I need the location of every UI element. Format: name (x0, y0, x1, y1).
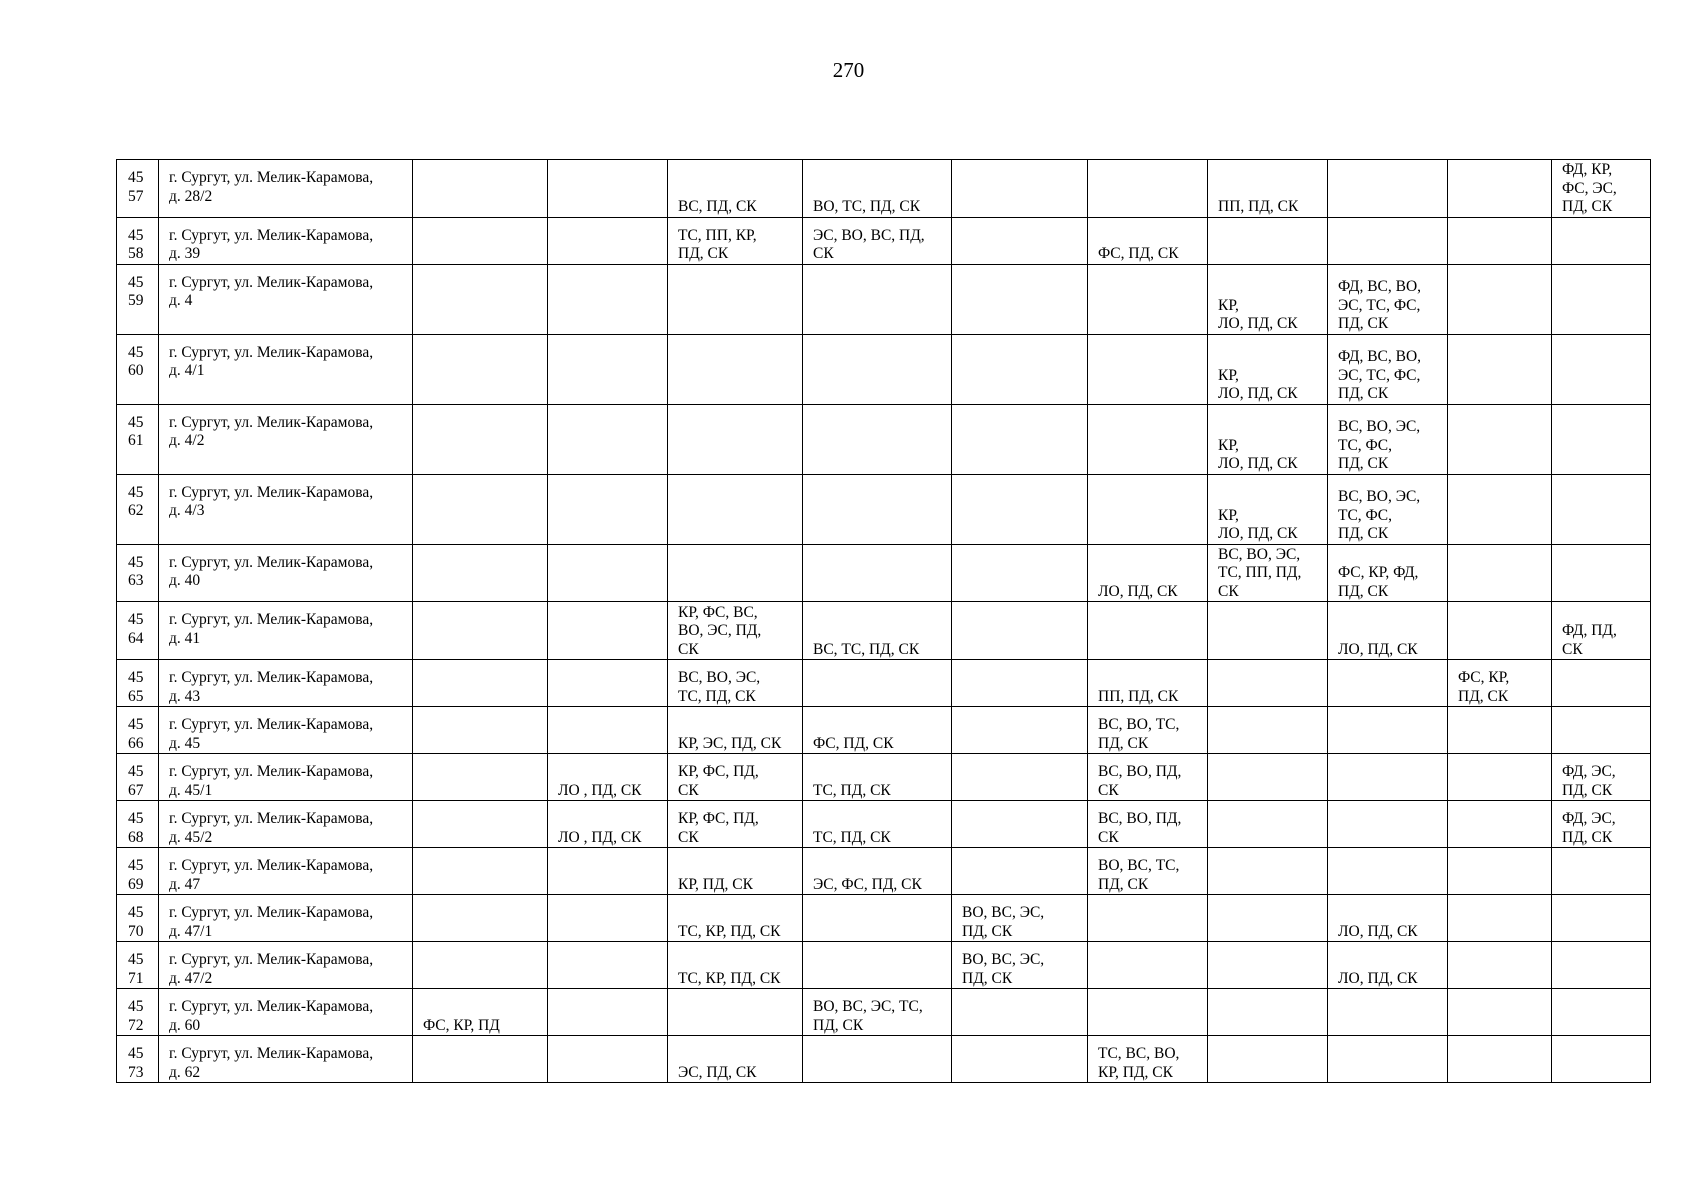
work-cell-col-4: ВО, ТС, ПД, СК (803, 160, 952, 218)
work-cell-col-8: ЛО, ПД, СК (1328, 602, 1448, 660)
row-number-cell: 45 65 (117, 660, 159, 707)
table-row (117, 1036, 1651, 1083)
work-cell-col-4 (803, 334, 952, 404)
work-cell-col-9 (1448, 848, 1552, 895)
work-cell-col-10 (1552, 404, 1651, 474)
work-cell-col-1 (413, 334, 548, 404)
work-cell-col-7 (1208, 660, 1328, 707)
row-number-cell: 45 66 (117, 707, 159, 754)
table-row (117, 895, 1651, 942)
work-cell-col-6: ВС, ВО, ПД, СК (1088, 801, 1208, 848)
work-cell-col-10 (1552, 707, 1651, 754)
work-cell-col-3 (668, 544, 803, 602)
work-cell-col-7: КР, ЛО, ПД, СК (1208, 404, 1328, 474)
work-cell-col-5: ВО, ВС, ЭС, ПД, СК (952, 942, 1088, 989)
work-cell-col-3: ТС, ПП, КР, ПД, СК (668, 217, 803, 264)
work-cell-col-8: ФД, ВС, ВО, ЭС, ТС, ФС, ПД, СК (1328, 334, 1448, 404)
work-cell-col-2 (548, 264, 668, 334)
work-cell-col-8 (1328, 1036, 1448, 1083)
work-cell-col-2 (548, 160, 668, 218)
work-cell-col-2 (548, 404, 668, 474)
work-cell-col-6 (1088, 474, 1208, 544)
work-cell-col-6 (1088, 264, 1208, 334)
work-cell-col-7 (1208, 1036, 1328, 1083)
work-cell-col-2 (548, 1036, 668, 1083)
work-cell-col-4 (803, 404, 952, 474)
work-cell-col-7 (1208, 602, 1328, 660)
work-cell-col-2: ЛО , ПД, СК (548, 801, 668, 848)
table-row (117, 848, 1651, 895)
work-cell-col-8: ФД, ВС, ВО, ЭС, ТС, ФС, ПД, СК (1328, 264, 1448, 334)
work-cell-col-4 (803, 895, 952, 942)
work-cell-col-6: ВС, ВО, ПД, СК (1088, 754, 1208, 801)
work-cell-col-1 (413, 942, 548, 989)
work-cell-col-1 (413, 754, 548, 801)
table-row (117, 404, 1651, 474)
work-cell-col-10: ФД, КР, ФС, ЭС, ПД, СК (1552, 160, 1651, 218)
work-cell-col-6 (1088, 895, 1208, 942)
work-cell-col-6: ВО, ВС, ТС, ПД, СК (1088, 848, 1208, 895)
row-number-cell: 45 63 (117, 544, 159, 602)
work-cell-col-8 (1328, 707, 1448, 754)
address-cell: г. Сургут, ул. Мелик-Карамова, д. 4/3 (159, 474, 413, 544)
work-cell-col-5 (952, 848, 1088, 895)
address-cell: г. Сургут, ул. Мелик-Карамова, д. 62 (159, 1036, 413, 1083)
work-cell-col-1 (413, 544, 548, 602)
work-cell-col-1 (413, 264, 548, 334)
table-row (117, 754, 1651, 801)
work-cell-col-3: ТС, КР, ПД, СК (668, 942, 803, 989)
address-cell: г. Сургут, ул. Мелик-Карамова, д. 4/2 (159, 404, 413, 474)
work-cell-col-7 (1208, 707, 1328, 754)
work-cell-col-10: ФД, ЭС, ПД, СК (1552, 801, 1651, 848)
table-row (117, 334, 1651, 404)
work-cell-col-2 (548, 848, 668, 895)
work-cell-col-9 (1448, 895, 1552, 942)
work-cell-col-5 (952, 334, 1088, 404)
work-cell-col-3 (668, 404, 803, 474)
work-cell-col-8 (1328, 989, 1448, 1036)
work-cell-col-4 (803, 660, 952, 707)
work-cell-col-9 (1448, 707, 1552, 754)
work-cell-col-6 (1088, 334, 1208, 404)
work-cell-col-3: КР, ФС, ПД, СК (668, 754, 803, 801)
work-cell-col-2 (548, 474, 668, 544)
work-cell-col-8: ФС, КР, ФД, ПД, СК (1328, 544, 1448, 602)
table-row (117, 942, 1651, 989)
work-schedule-table (116, 159, 1651, 1083)
work-cell-col-6 (1088, 989, 1208, 1036)
row-number-cell: 45 57 (117, 160, 159, 218)
work-cell-col-9 (1448, 989, 1552, 1036)
work-cell-col-5 (952, 1036, 1088, 1083)
work-cell-col-7: КР, ЛО, ПД, СК (1208, 474, 1328, 544)
work-cell-col-1 (413, 160, 548, 218)
work-cell-col-4 (803, 1036, 952, 1083)
work-cell-col-7 (1208, 895, 1328, 942)
work-cell-col-6 (1088, 404, 1208, 474)
work-cell-col-3: ВС, ПД, СК (668, 160, 803, 218)
address-cell: г. Сургут, ул. Мелик-Карамова, д. 39 (159, 217, 413, 264)
work-cell-col-1 (413, 602, 548, 660)
work-cell-col-6: ЛО, ПД, СК (1088, 544, 1208, 602)
work-cell-col-1 (413, 895, 548, 942)
row-number-cell: 45 72 (117, 989, 159, 1036)
work-cell-col-10 (1552, 1036, 1651, 1083)
work-cell-col-7 (1208, 942, 1328, 989)
work-cell-col-9 (1448, 942, 1552, 989)
row-number-cell: 45 59 (117, 264, 159, 334)
work-cell-col-2 (548, 602, 668, 660)
work-cell-col-10 (1552, 334, 1651, 404)
table-row (117, 160, 1651, 218)
work-cell-col-7: ПП, ПД, СК (1208, 160, 1328, 218)
work-cell-col-3 (668, 474, 803, 544)
work-cell-col-10 (1552, 848, 1651, 895)
row-number-cell: 45 73 (117, 1036, 159, 1083)
work-cell-col-10 (1552, 660, 1651, 707)
work-cell-col-5 (952, 264, 1088, 334)
work-cell-col-10 (1552, 474, 1651, 544)
work-cell-col-7 (1208, 217, 1328, 264)
table-row (117, 602, 1651, 660)
work-cell-col-8: ВС, ВО, ЭС, ТС, ФС, ПД, СК (1328, 474, 1448, 544)
work-cell-col-10 (1552, 895, 1651, 942)
work-cell-col-5 (952, 707, 1088, 754)
work-cell-col-10 (1552, 217, 1651, 264)
table-row (117, 989, 1651, 1036)
work-cell-col-3: КР, ЭС, ПД, СК (668, 707, 803, 754)
work-cell-col-4: ЭС, ВО, ВС, ПД, СК (803, 217, 952, 264)
table-row (117, 264, 1651, 334)
work-cell-col-6: ПП, ПД, СК (1088, 660, 1208, 707)
work-cell-col-2: ЛО , ПД, СК (548, 754, 668, 801)
work-cell-col-5 (952, 160, 1088, 218)
row-number-cell: 45 62 (117, 474, 159, 544)
work-cell-col-3: КР, ФС, ВС, ВО, ЭС, ПД, СК (668, 602, 803, 660)
work-cell-col-4 (803, 942, 952, 989)
work-cell-col-7: ВС, ВО, ЭС, ТС, ПП, ПД, СК (1208, 544, 1328, 602)
address-cell: г. Сургут, ул. Мелик-Карамова, д. 41 (159, 602, 413, 660)
work-cell-col-4: ВО, ВС, ЭС, ТС, ПД, СК (803, 989, 952, 1036)
work-cell-col-3: ЭС, ПД, СК (668, 1036, 803, 1083)
address-cell: г. Сургут, ул. Мелик-Карамова, д. 47 (159, 848, 413, 895)
work-cell-col-9 (1448, 404, 1552, 474)
work-cell-col-2 (548, 707, 668, 754)
work-cell-col-9 (1448, 602, 1552, 660)
work-cell-col-3 (668, 264, 803, 334)
work-cell-col-9 (1448, 544, 1552, 602)
work-cell-col-10 (1552, 942, 1651, 989)
work-cell-col-4 (803, 544, 952, 602)
work-cell-col-3: ВС, ВО, ЭС, ТС, ПД, СК (668, 660, 803, 707)
work-cell-col-5 (952, 660, 1088, 707)
work-cell-col-7: КР, ЛО, ПД, СК (1208, 264, 1328, 334)
work-cell-col-1 (413, 474, 548, 544)
work-cell-col-3 (668, 334, 803, 404)
address-cell: г. Сургут, ул. Мелик-Карамова, д. 60 (159, 989, 413, 1036)
work-cell-col-4: ФС, ПД, СК (803, 707, 952, 754)
table-row (117, 474, 1651, 544)
work-cell-col-3: КР, ФС, ПД, СК (668, 801, 803, 848)
work-cell-col-5 (952, 602, 1088, 660)
work-cell-col-8 (1328, 801, 1448, 848)
work-cell-col-2 (548, 334, 668, 404)
address-cell: г. Сургут, ул. Мелик-Карамова, д. 4/1 (159, 334, 413, 404)
row-number-cell: 45 58 (117, 217, 159, 264)
page-number: 270 (832, 58, 865, 82)
address-cell: г. Сургут, ул. Мелик-Карамова, д. 4 (159, 264, 413, 334)
work-cell-col-9 (1448, 217, 1552, 264)
work-cell-col-5 (952, 989, 1088, 1036)
row-number-cell: 45 60 (117, 334, 159, 404)
work-cell-col-4: ТС, ПД, СК (803, 801, 952, 848)
work-cell-col-10 (1552, 989, 1651, 1036)
table-row (117, 217, 1651, 264)
work-cell-col-3: КР, ПД, СК (668, 848, 803, 895)
work-cell-col-9 (1448, 754, 1552, 801)
work-cell-col-2 (548, 217, 668, 264)
work-cell-col-10: ФД, ЭС, ПД, СК (1552, 754, 1651, 801)
work-cell-col-7 (1208, 801, 1328, 848)
work-cell-col-6: ТС, ВС, ВО, КР, ПД, СК (1088, 1036, 1208, 1083)
table-row (117, 544, 1651, 602)
work-cell-col-2 (548, 660, 668, 707)
work-cell-col-9 (1448, 474, 1552, 544)
row-number-cell: 45 69 (117, 848, 159, 895)
work-cell-col-4 (803, 474, 952, 544)
work-cell-col-1 (413, 660, 548, 707)
work-cell-col-3 (668, 989, 803, 1036)
work-cell-col-5 (952, 544, 1088, 602)
address-cell: г. Сургут, ул. Мелик-Карамова, д. 45/2 (159, 801, 413, 848)
work-cell-col-9 (1448, 160, 1552, 218)
work-cell-col-6: ФС, ПД, СК (1088, 217, 1208, 264)
work-cell-col-9 (1448, 1036, 1552, 1083)
work-cell-col-6: ВС, ВО, ТС, ПД, СК (1088, 707, 1208, 754)
work-cell-col-9 (1448, 264, 1552, 334)
table-row (117, 801, 1651, 848)
work-cell-col-1 (413, 707, 548, 754)
address-cell: г. Сургут, ул. Мелик-Карамова, д. 45 (159, 707, 413, 754)
work-cell-col-9 (1448, 334, 1552, 404)
work-cell-col-8 (1328, 660, 1448, 707)
work-cell-col-8 (1328, 160, 1448, 218)
row-number-cell: 45 64 (117, 602, 159, 660)
work-cell-col-8: ЛО, ПД, СК (1328, 942, 1448, 989)
work-cell-col-2 (548, 942, 668, 989)
work-cell-col-8: ЛО, ПД, СК (1328, 895, 1448, 942)
work-cell-col-10 (1552, 544, 1651, 602)
work-cell-col-8 (1328, 754, 1448, 801)
work-cell-col-7: КР, ЛО, ПД, СК (1208, 334, 1328, 404)
work-cell-col-5 (952, 801, 1088, 848)
address-cell: г. Сургут, ул. Мелик-Карамова, д. 43 (159, 660, 413, 707)
work-cell-col-4 (803, 264, 952, 334)
table-row (117, 660, 1651, 707)
row-number-cell: 45 67 (117, 754, 159, 801)
work-cell-col-1 (413, 801, 548, 848)
row-number-cell: 45 70 (117, 895, 159, 942)
work-cell-col-4: ВС, ТС, ПД, СК (803, 602, 952, 660)
work-cell-col-8: ВС, ВО, ЭС, ТС, ФС, ПД, СК (1328, 404, 1448, 474)
work-cell-col-5 (952, 217, 1088, 264)
work-cell-col-5 (952, 404, 1088, 474)
work-cell-col-6 (1088, 602, 1208, 660)
work-cell-col-7 (1208, 989, 1328, 1036)
work-cell-col-1 (413, 848, 548, 895)
row-number-cell: 45 68 (117, 801, 159, 848)
work-cell-col-4: ЭС, ФС, ПД, СК (803, 848, 952, 895)
work-cell-col-10 (1552, 264, 1651, 334)
address-cell: г. Сургут, ул. Мелик-Карамова, д. 47/1 (159, 895, 413, 942)
work-cell-col-7 (1208, 848, 1328, 895)
work-cell-col-5 (952, 474, 1088, 544)
work-cell-col-9 (1448, 801, 1552, 848)
table-row (117, 707, 1651, 754)
work-cell-col-5: ВО, ВС, ЭС, ПД, СК (952, 895, 1088, 942)
work-cell-col-1 (413, 404, 548, 474)
row-number-cell: 45 61 (117, 404, 159, 474)
work-cell-col-5 (952, 754, 1088, 801)
address-cell: г. Сургут, ул. Мелик-Карамова, д. 45/1 (159, 754, 413, 801)
address-cell: г. Сургут, ул. Мелик-Карамова, д. 47/2 (159, 942, 413, 989)
work-cell-col-9: ФС, КР, ПД, СК (1448, 660, 1552, 707)
work-cell-col-2 (548, 895, 668, 942)
table-body (117, 160, 1651, 1083)
work-cell-col-7 (1208, 754, 1328, 801)
work-cell-col-10: ФД, ПД, СК (1552, 602, 1651, 660)
work-cell-col-6 (1088, 160, 1208, 218)
work-cell-col-1 (413, 217, 548, 264)
work-cell-col-2 (548, 544, 668, 602)
work-cell-col-1 (413, 1036, 548, 1083)
work-cell-col-8 (1328, 848, 1448, 895)
row-number-cell: 45 71 (117, 942, 159, 989)
work-cell-col-8 (1328, 217, 1448, 264)
work-cell-col-4: ТС, ПД, СК (803, 754, 952, 801)
address-cell: г. Сургут, ул. Мелик-Карамова, д. 28/2 (159, 160, 413, 218)
work-cell-col-6 (1088, 942, 1208, 989)
address-cell: г. Сургут, ул. Мелик-Карамова, д. 40 (159, 544, 413, 602)
work-cell-col-3: ТС, КР, ПД, СК (668, 895, 803, 942)
work-cell-col-2 (548, 989, 668, 1036)
work-cell-col-1: ФС, КР, ПД (413, 989, 548, 1036)
